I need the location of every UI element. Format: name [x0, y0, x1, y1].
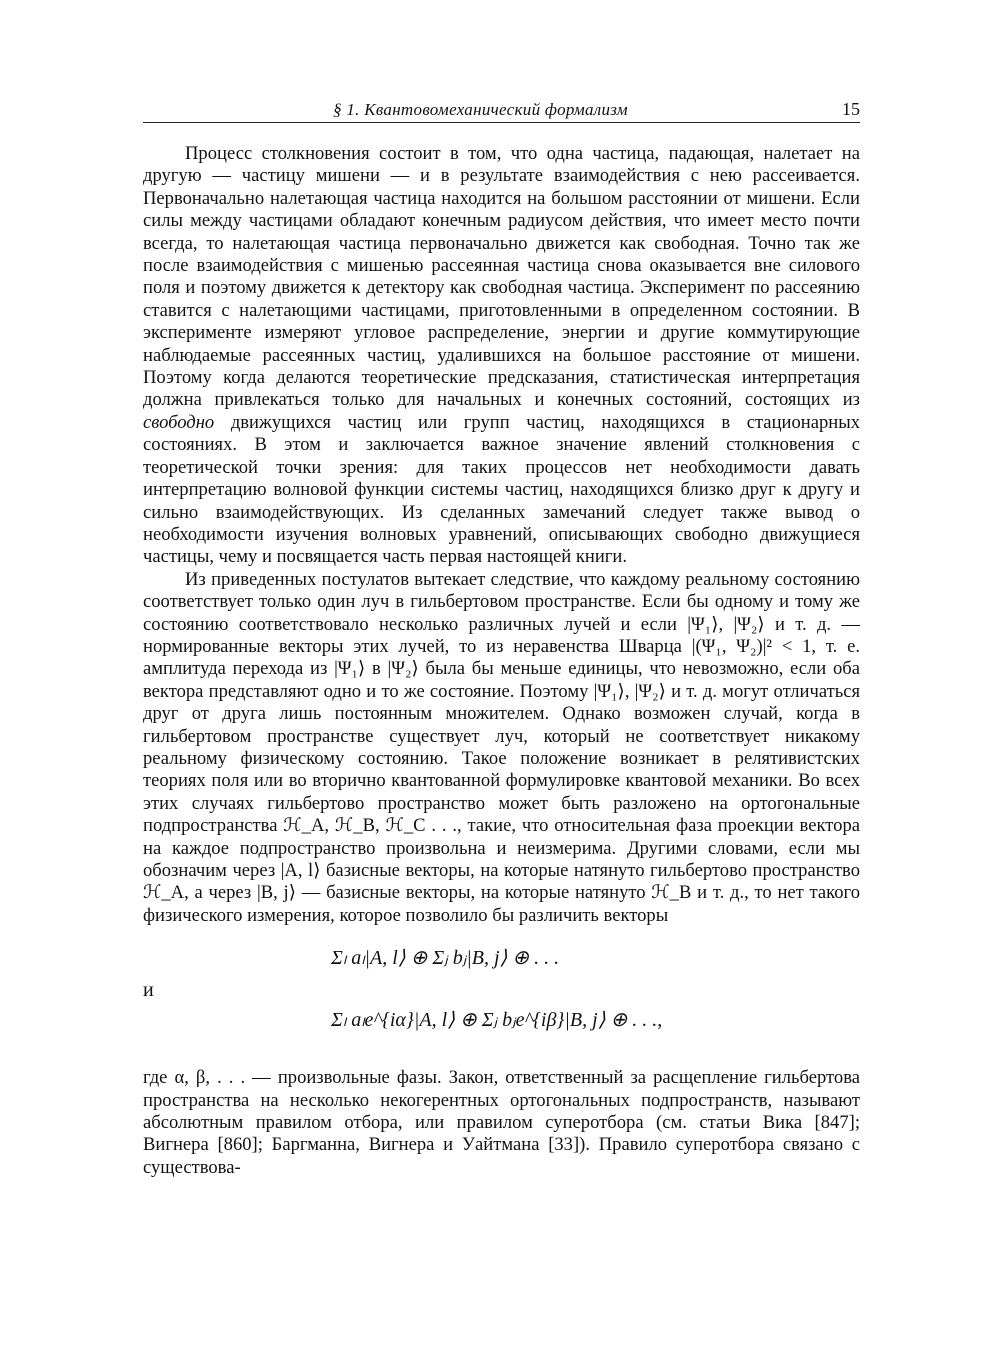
formula-block — [143, 939, 860, 1059]
paragraph-2: Из приведенных постулатов вытекает следствие, что каждому реальному состоянию соответствует только один луч в гильбертовом пространстве. Если бы одному и тому же состоянию соответствовало несколько различных лучей и если |Ψ₁⟩, |Ψ₂⟩ и т. д. — нормированные векторы этих лучей, то из неравенства Шварца |(Ψ₁, Ψ₂)|² < 1, т. е. амплитуда перехода из |Ψ₁⟩ в |Ψ₂⟩ была бы меньше единицы, что невозможно, если оба вектора представляют одно и то же состояние. Поэтому |Ψ₁⟩, |Ψ₂⟩ и т. д. могут отличаться друг от друга лишь постоянным множителем. Однако возможен случай, когда в гильбертовом пространстве существует луч, который не соответствует никакому реальному физическому состоянию. Такое положение возникает в релятивистских теориях поля или во вторично квантованной формулировке квантовой механики. Во всех этих случаях гильбертово пространство может быть разложено на ортогональные подпространства ℋ_A, ℋ_B, ℋ_C . . ., такие, что относительная фаза проекции вектора на каждое подпространство произвольна и неизмерима. Другими словами, если мы обозначим через |A, l⟩ базисные векторы, на которые натянуто гильбертово пространство ℋ_A, а через |B, j⟩ — базисные векторы, на которые натянуто ℋ_B и т. д., то нет такого физического измерения, которое позволило бы различить векторы — [143, 568, 860, 926]
section-title: § 1. Квантовомеханический формализм — [333, 100, 628, 119]
formula-2: Σₗ aₗe^{iα}|A, l⟩ ⊕ Σⱼ bⱼe^{iβ}|B, j⟩ ⊕ . . ., — [331, 1009, 663, 1032]
body-text — [143, 143, 860, 1179]
italic-word: свободно — [143, 411, 215, 433]
paragraph-1-start: Процесс столкновения состоит в том, что одна частица, падающая, налетает на другую — частицу мишени — и в результате взаимодействия с нею рассеивается. Первоначально налетающая частица находится на большом расстоянии от мишени. Если силы между частицами обладают конечным радиусом действия, что имеет место почти всегда, то налетающая частица первоначально движется как свободная. Точно так же после взаимодействия с мишенью рассеянная частица снова оказывается вне силового поля и поэтому движется к детектору как свободная частица. Эксперимент по рассеянию ставится с налетающими частицами, приготовленными в определенном состоянии. В эксперименте измеряют угловое распределение, энергии и другие коммутирующие наблюдаемые рассеянных частиц, удалившихся на большое расстояние от мишени. Поэтому когда делаются теоретические предсказания, статистическая интерпретация должна привлекаться только для начальных и конечных состояний, состоящих из — [143, 143, 860, 411]
formula-1: Σₗ aₗ|A, l⟩ ⊕ Σⱼ bⱼ|B, j⟩ ⊕ . . . — [331, 947, 560, 970]
page-number: 15 — [842, 99, 860, 119]
paragraph-1-end: движущихся частиц или групп частиц, находящихся в стационарных состояниях. В этом и заключается важное значение явлений столкновения с теоретической точки зрения: для таких процессов нет необходимости давать интерпретацию волновой функции системы частиц, находящихся близко друг к другу и сильно взаимодействующих. Из сделанных замечаний следует также вывод о необходимости изучения волновых уравнений, описывающих свободно движущиеся частицы, чему и посвящается часть первая настоящей книги. — [143, 411, 861, 568]
running-header — [143, 98, 860, 123]
formula-conjunction: и — [143, 979, 154, 1002]
paragraph-1 — [143, 143, 860, 569]
paragraph-3: где α, β, . . . — произвольные фазы. Закон, ответственный за расщепление гильбертова пространства на несколько некогерентных ортогональных подпространств, называют абсолютным правилом отбора, или правилом суперотбора (см. статьи Вика [847]; Вигнера [860]; Баргманна, Вигнера и Уайтмана [33]). Правило суперотбора связано с существова- — [143, 1067, 860, 1178]
